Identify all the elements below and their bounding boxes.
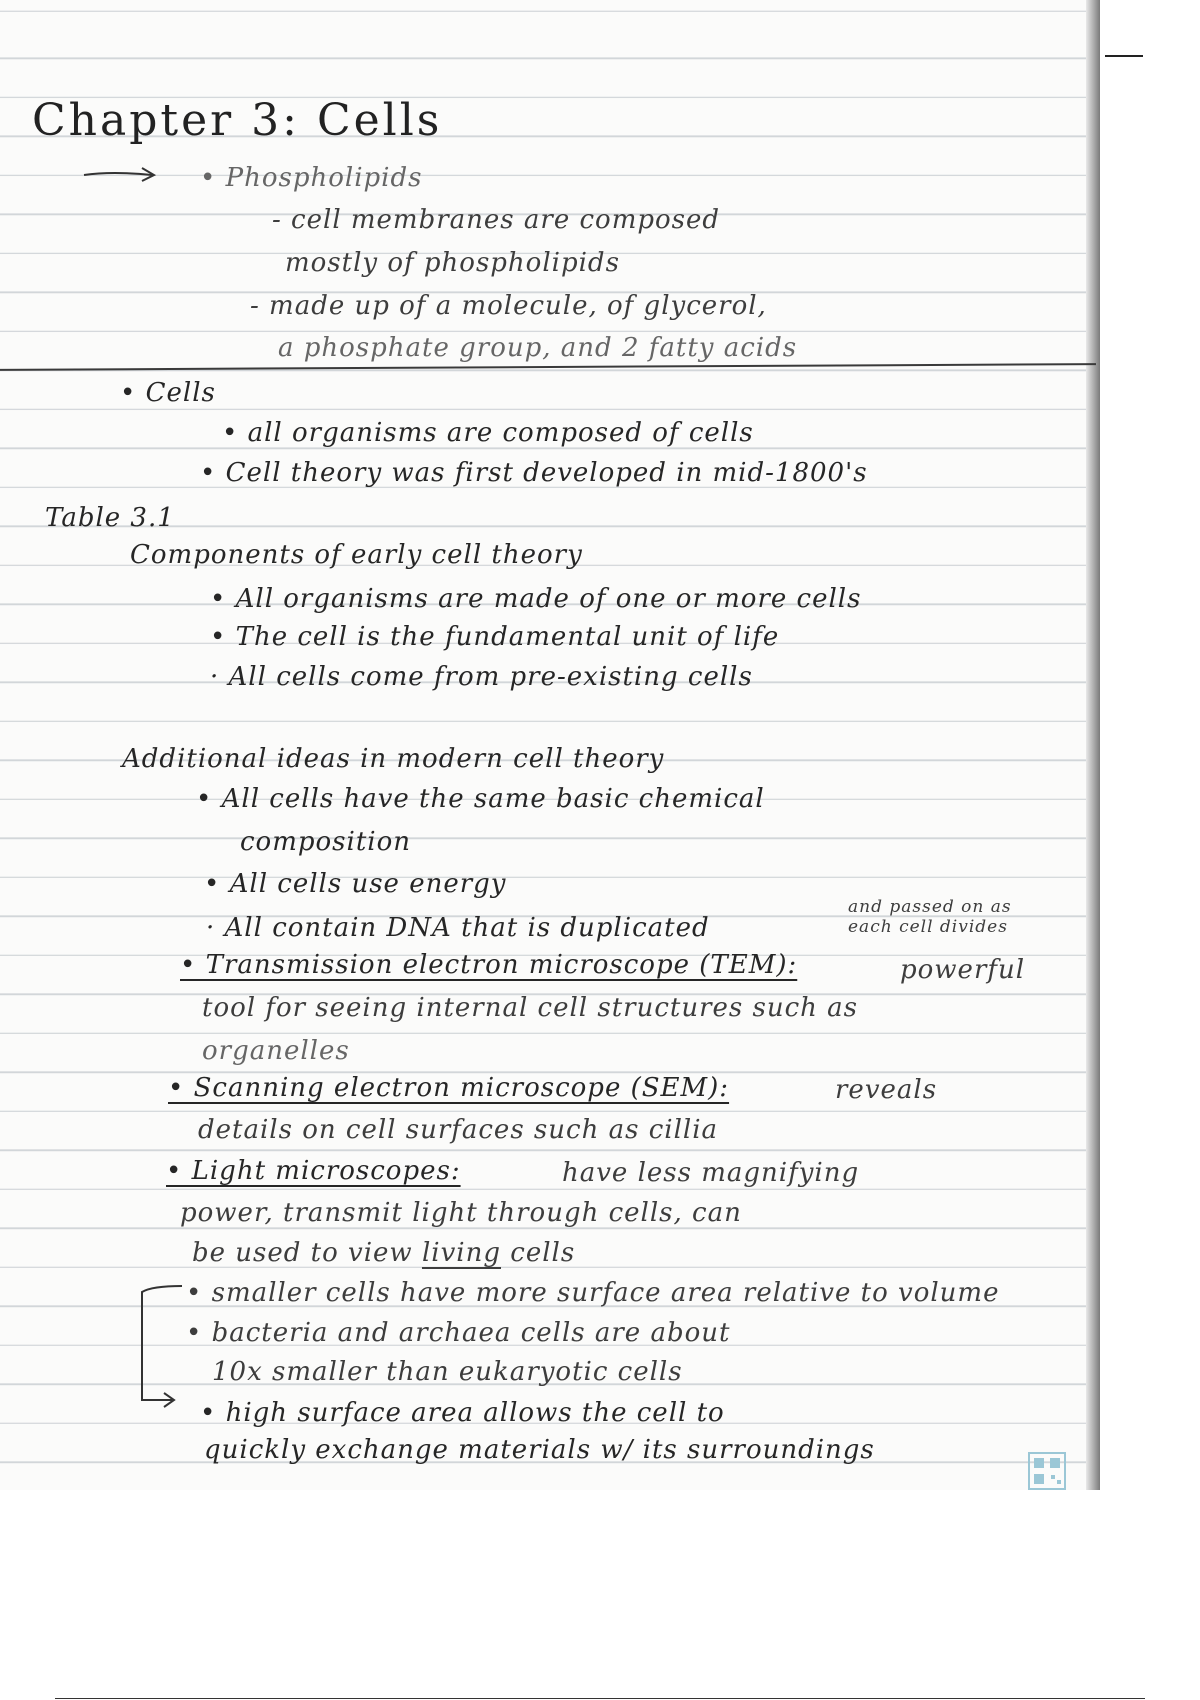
light-microscope-text-3	[192, 1238, 575, 1268]
modern-theory-item-2: • All cells use energy	[204, 869, 507, 899]
modern-theory-item-1: • All cells have the same basic chemical	[196, 784, 765, 814]
modern-theory-heading: Additional ideas in modern cell theory	[122, 744, 665, 774]
phospholipids-line-2: mostly of phospholipids	[285, 248, 620, 278]
living-underlined: living	[421, 1238, 501, 1268]
size-line-4: • high surface area allows the cell to	[200, 1398, 725, 1428]
table-label: Table 3.1	[45, 503, 175, 533]
phospholipids-line-4: a phosphate group, and 2 fatty acids	[278, 333, 798, 363]
size-line-1: • smaller cells have more surface area relative to volume	[186, 1278, 1000, 1308]
size-line-3: 10x smaller than eukaryotic cells	[212, 1357, 683, 1387]
modern-theory-item-3-insert-top: and passed on as	[848, 897, 1012, 917]
phospholipids-line-1: - cell membranes are composed	[272, 205, 721, 235]
page-edge-shadow	[1086, 0, 1100, 1490]
scanner-logo-icon	[1028, 1452, 1066, 1490]
tem-text-3: organelles	[202, 1036, 350, 1066]
sem-label: • Scanning electron microscope (SEM):	[168, 1073, 730, 1103]
early-theory-item: · All cells come from pre-existing cells	[210, 662, 753, 692]
size-line-5: quickly exchange materials w/ its surroundings	[204, 1435, 875, 1465]
margin-dash	[1105, 55, 1143, 57]
phospholipids-heading: • Phospholipids	[200, 163, 423, 193]
early-theory-item: • All organisms are made of one or more cells	[210, 584, 862, 614]
modern-theory-item-1-cont: composition	[240, 827, 411, 857]
size-line-2: • bacteria and archaea cells are about	[186, 1318, 731, 1348]
tem-text-1: powerful	[900, 955, 1026, 985]
modern-theory-item-3: · All contain DNA that is duplicated	[206, 913, 710, 943]
light-microscope-text-2: power, transmit light through cells, can	[180, 1198, 742, 1228]
early-theory-item: • The cell is the fundamental unit of life	[210, 622, 780, 652]
bracket-arrow-icon	[132, 1282, 188, 1412]
right-arrow-icon	[82, 165, 162, 185]
sem-text-2: details on cell surfaces such as cillia	[198, 1115, 719, 1145]
cells-line-2: • Cell theory was first developed in mid-1800's	[200, 458, 868, 488]
light-microscope-text-1: have less magnifying	[562, 1158, 860, 1188]
early-theory-heading: Components of early cell theory	[130, 540, 583, 570]
tem-label: • Transmission electron microscope (TEM):	[180, 950, 798, 980]
cells-line-1: • all organisms are composed of cells	[222, 418, 754, 448]
modern-theory-item-3-insert-bottom: each cell divides	[848, 917, 1008, 937]
bottom-rule	[55, 1698, 1145, 1699]
light-microscope-text-3-pre: be used to view	[192, 1238, 413, 1268]
cells-heading: • Cells	[120, 378, 216, 408]
sem-text-1: reveals	[835, 1075, 938, 1105]
tem-text-2: tool for seeing internal cell structures such as	[202, 993, 859, 1023]
phospholipids-line-3: - made up of a molecule, of glycerol,	[250, 291, 767, 321]
light-microscope-label: • Light microscopes:	[166, 1156, 461, 1186]
page-title: Chapter 3: Cells	[32, 95, 443, 146]
light-microscope-text-3-post: cells	[510, 1238, 576, 1268]
